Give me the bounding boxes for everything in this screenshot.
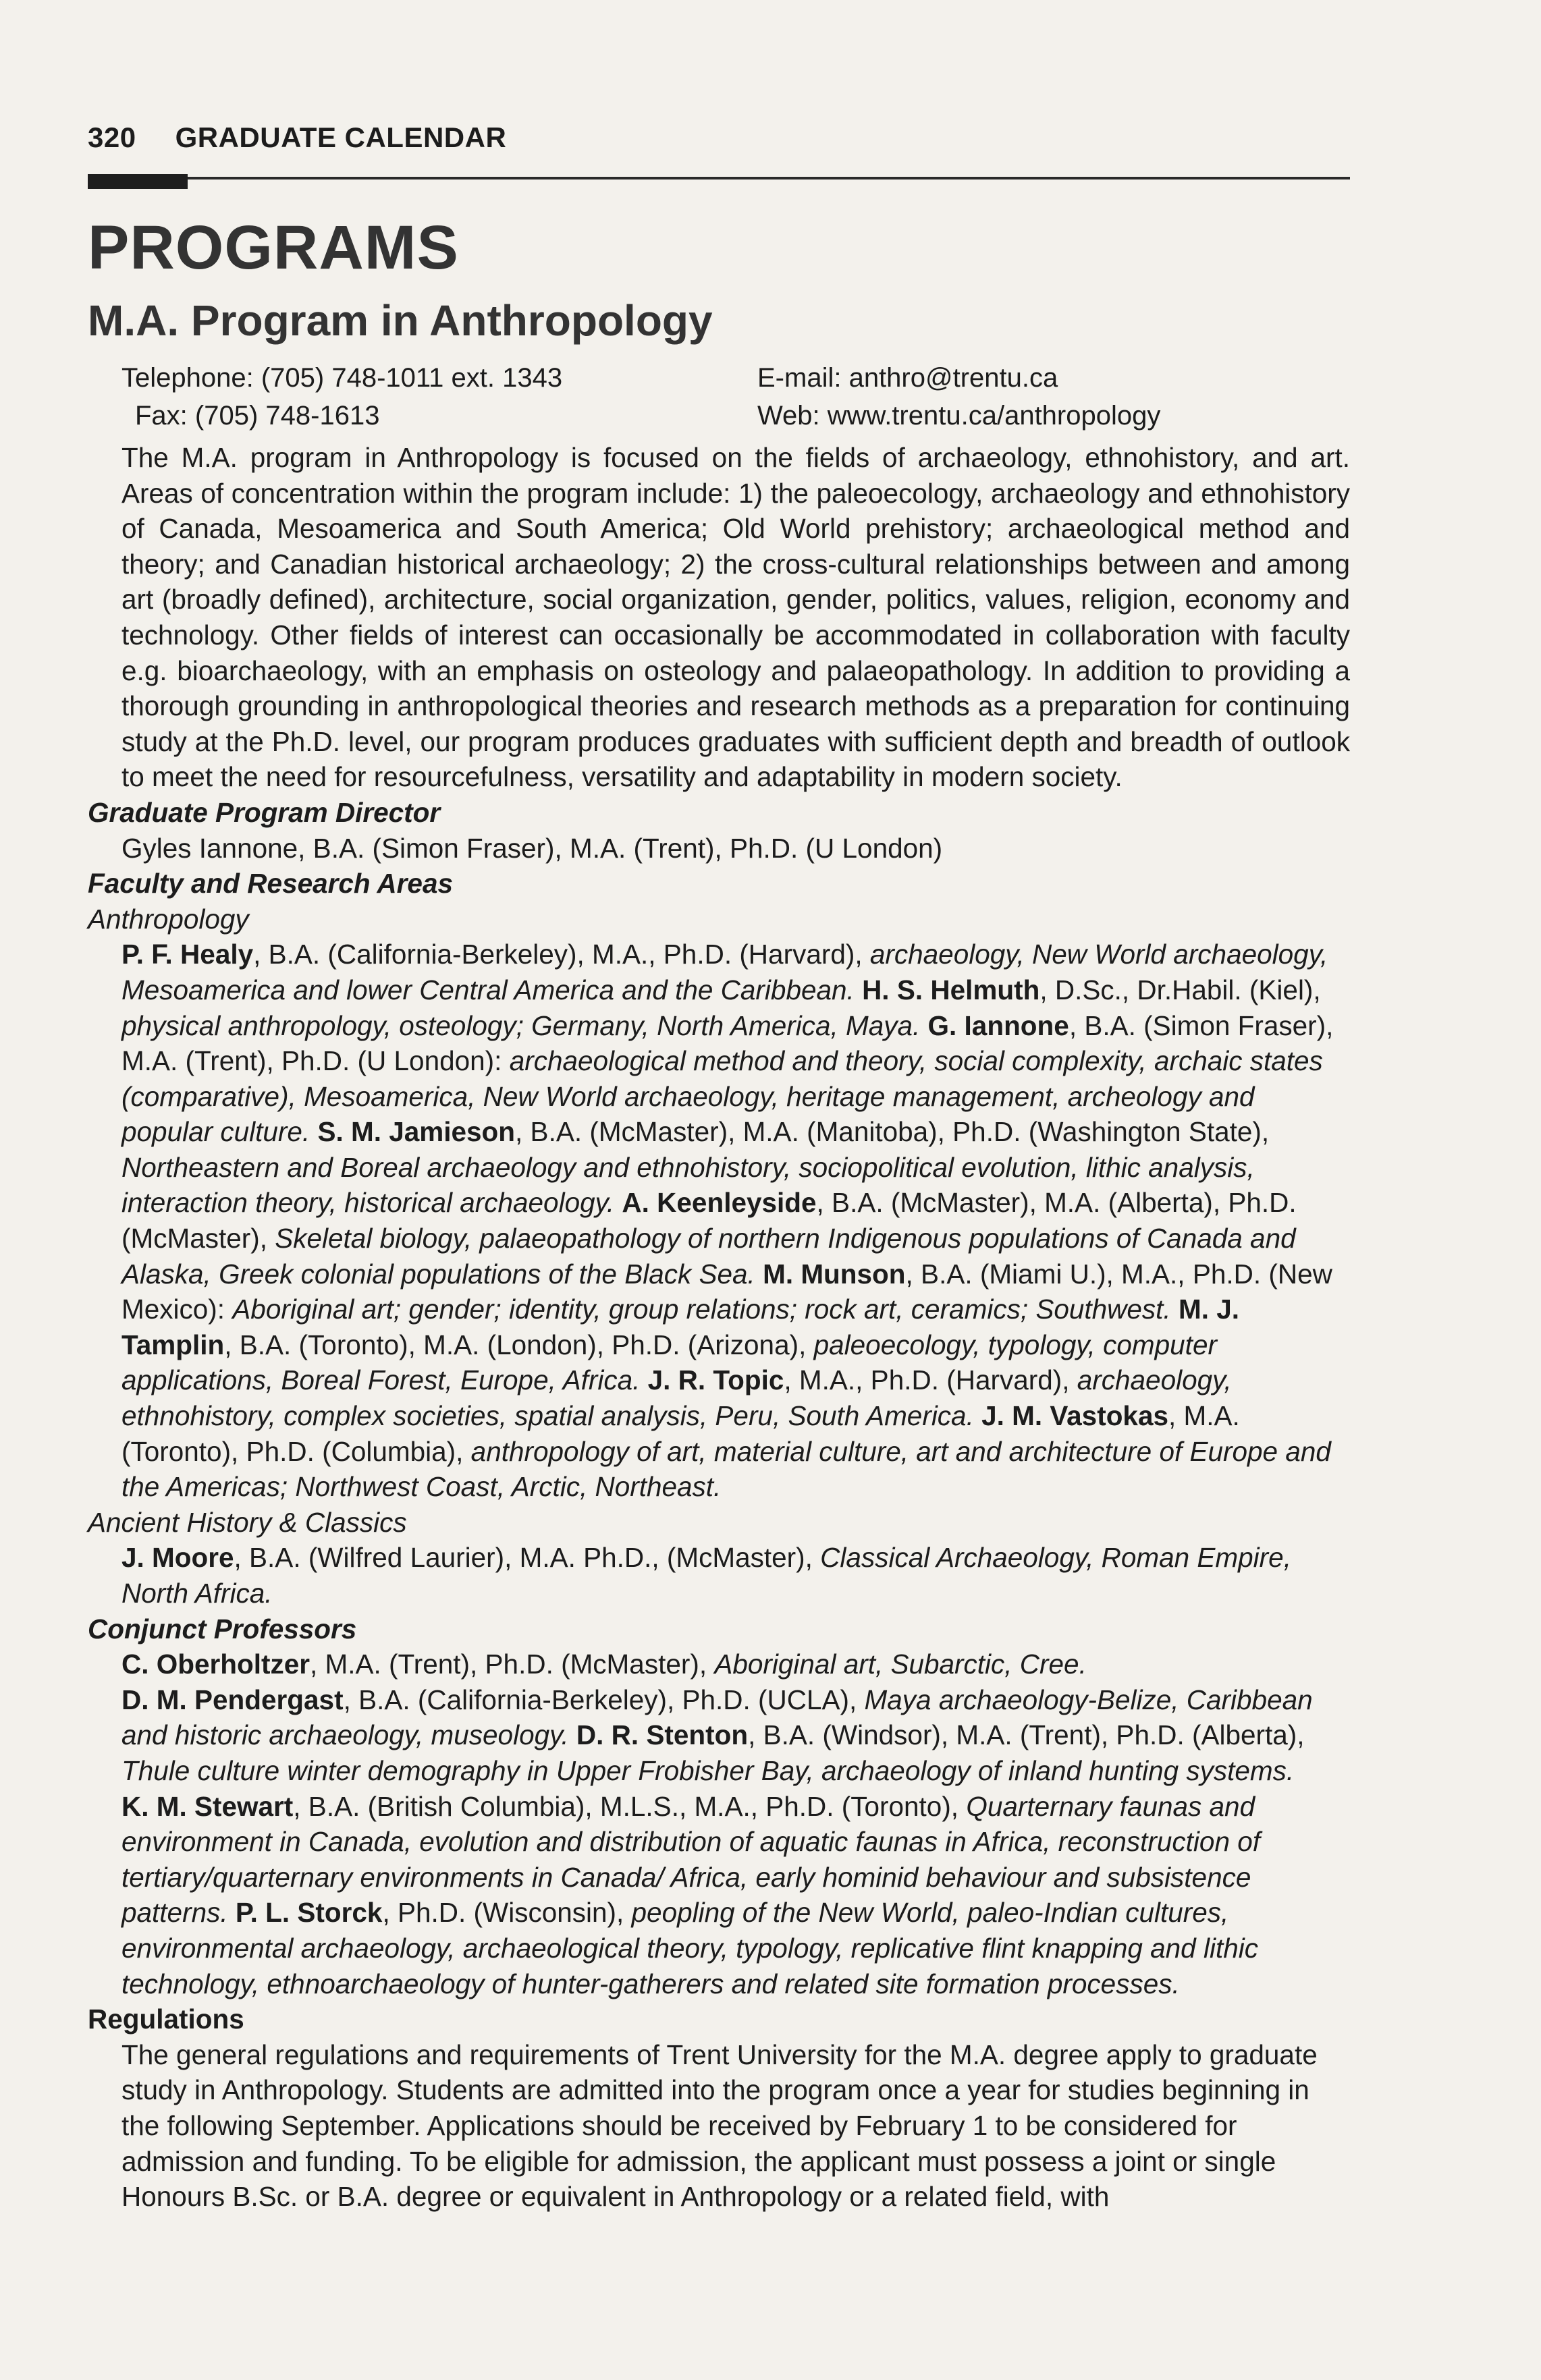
member-areas: paleoecology, typology, computer applications, Boreal Forest, Europe, Africa. — [121, 1329, 1217, 1396]
member-areas: Aboriginal art, Subarctic, Cree. — [714, 1649, 1087, 1680]
member-name: M. J. Tamplin — [121, 1294, 1239, 1360]
email: E-mail: anthro@trentu.ca — [757, 363, 1058, 393]
member-areas: Quarternary faunas and environment in Canada, evolution and distribution of aquatic faunas in Africa, reconstruction of tertiary/quarternary environments in Canada/ Africa, early hominid behaviour and subsistence patterns. — [121, 1790, 1260, 1929]
member-name: M. Munson — [763, 1258, 906, 1290]
member-name: D. R. Stenton — [576, 1719, 749, 1751]
regulations-text: The general regulations and requirements of Trent University for the M.A. degree apply to graduate study in Anthropology. Students are admitted into the program once a year for studies beginning in the following September. Applications should be received by February 1 to be considered for admission and funding. To be eligible for admission, the applicant must possess a joint or single Honours B.Sc. or B.A. degree or equivalent in Anthropology or a related field, with — [121, 2039, 1318, 2213]
contact-phone-block — [121, 359, 562, 435]
member-areas: peopling of the New World, paleo-Indian cultures, environmental archaeology, archaeological theory, typology, replicative flint knapping and lithic technology, ethnoarchaeology of hunter-gatherers and related site formation processes. — [121, 1897, 1258, 1999]
telephone: Telephone: (705) 748-1011 ext. 1343 — [121, 363, 563, 393]
faculty-heading: Faculty and Research Areas — [88, 868, 453, 900]
member-name: H. S. Helmuth — [862, 974, 1040, 1005]
member-areas: archaeological method and theory, social complexity, archaic states (comparative), Mesoamerica, New World archaeology, heritage management, archeology and popular culture. — [121, 1045, 1323, 1148]
member-name: J. R. Topic — [647, 1364, 784, 1396]
faculty-group-classics: Ancient History & Classics — [88, 1506, 407, 1538]
member-name: P. F. Healy — [121, 939, 254, 970]
member-name: C. Oberholtzer — [121, 1649, 310, 1680]
member-creds: , B.A. (Simon Fraser), M.A. (Trent), Ph.D. (U London): — [121, 1009, 1334, 1077]
faculty-list-classics — [88, 1540, 1350, 1611]
faculty-list-anthropology — [88, 937, 1350, 1505]
member-creds: , B.A. (McMaster), M.A. (Alberta), Ph.D. (McMaster), — [121, 1187, 1297, 1254]
member-name: K. M. Stewart — [121, 1790, 294, 1822]
member-areas: Thule culture winter demography in Upper Frobisher Bay, archaeology of inland hunting systems. — [121, 1754, 1295, 1786]
member-areas: archaeology, New World archaeology, Mesoamerica and lower Central America and the Caribbean. — [121, 939, 1328, 1005]
member-creds: , B.A. (Toronto), M.A. (London), Ph.D. (Arizona), — [224, 1329, 814, 1360]
member-areas: physical anthropology, osteology; Germany, North America, Maya. — [121, 1009, 921, 1041]
member-creds: , Ph.D. (Wisconsin), — [382, 1897, 632, 1929]
member-name: J. M. Vastokas — [981, 1400, 1169, 1432]
member-areas: Maya archaeology-Belize, Caribbean and historic archaeology, museology. — [121, 1684, 1313, 1751]
member-name: J. Moore — [121, 1542, 234, 1574]
member-name: D. M. Pendergast — [121, 1684, 344, 1715]
section-heading: PROGRAMS — [88, 213, 459, 282]
member-areas: archaeology, ethnohistory, complex societies, spatial analysis, Peru, South America. — [121, 1364, 1232, 1432]
member-name: A. Keenleyside — [622, 1187, 817, 1219]
member-creds: , M.A. (Toronto), Ph.D. (Columbia), — [121, 1400, 1240, 1467]
member-creds: , B.A. (Windsor), M.A. (Trent), Ph.D. (Alberta), — [748, 1719, 1305, 1751]
member-creds: , D.Sc., Dr.Habil. (Kiel), — [1039, 974, 1321, 1005]
member-creds: , M.A. (Trent), Ph.D. (McMaster), — [310, 1649, 715, 1680]
regulations-heading: Regulations — [88, 2003, 244, 2035]
member-creds: , B.A. (California-Berkeley), M.A., Ph.D. (Harvard), — [253, 939, 870, 970]
member-name: S. M. Jamieson — [317, 1116, 516, 1148]
member-areas: Skeletal biology, palaeopathology of northern Indigenous populations of Canada and Alaska, Greek colonial populations of the Black Sea. — [121, 1223, 1296, 1290]
running-title: GRADUATE CALENDAR — [175, 121, 507, 153]
director-heading: Graduate Program Director — [88, 796, 441, 828]
program-title: M.A. Program in Anthropology — [88, 296, 713, 345]
page-number: 320 — [88, 121, 136, 153]
member-creds: , B.A. (McMaster), M.A. (Manitoba), Ph.D. (Washington State), — [515, 1116, 1270, 1148]
member-areas: Aboriginal art; gender; identity, group relations; rock art, ceramics; Southwest. — [232, 1294, 1171, 1325]
member-name: P. L. Storck — [235, 1897, 383, 1929]
fax: Fax: (705) 748-1613 — [135, 401, 380, 431]
conjunct-heading: Conjunct Professors — [88, 1613, 357, 1644]
member-creds: , M.A., Ph.D. (Harvard), — [784, 1364, 1077, 1396]
contact-online-block — [757, 359, 1160, 435]
member-creds: , B.A. (Wilfred Laurier), M.A. Ph.D., (McMaster), — [234, 1542, 821, 1574]
member-areas: anthropology of art, material culture, art and architecture of Europe and the Americas; Northwest Coast, Arctic, Northeast. — [121, 1435, 1331, 1503]
header-rule-accent — [88, 174, 188, 189]
header-rule — [88, 177, 1350, 179]
member-name: G. Iannone — [927, 1009, 1069, 1041]
member-creds: , B.A. (California-Berkeley), Ph.D. (UCLA), — [343, 1684, 865, 1715]
director-text: Gyles Iannone, B.A. (Simon Fraser), M.A. (Trent), Ph.D. (U London) — [121, 832, 943, 864]
member-creds: , B.A. (British Columbia), M.L.S., M.A., Ph.D. (Toronto), — [293, 1790, 967, 1822]
member-areas: Classical Archaeology, Roman Empire, North Africa. — [121, 1542, 1291, 1609]
member-areas: Northeastern and Boreal archaeology and ethnohistory, sociopolitical evolution, lithic analysis, interaction theory, historical archaeology. — [121, 1151, 1255, 1219]
program-description — [88, 440, 1350, 2215]
web: Web: www.trentu.ca/anthropology — [757, 401, 1161, 431]
faculty-group-anthropology: Anthropology — [88, 903, 249, 935]
running-header — [88, 121, 1350, 154]
member-creds: , B.A. (Miami U.), M.A., Ph.D. (New Mexico): — [121, 1258, 1332, 1325]
intro-paragraph: The M.A. program in Anthropology is focused on the fields of archaeology, ethnohistory, and art. Areas of concentration within the program include: 1) the paleoecology, archaeology and ethnohistory of Canada, Mesoamerica and South America; Old World prehistory; archaeological method and theory; and Canadian historical archaeology; 2) the cross-cultural relationships between and among art (broadly defined), architecture, social organization, gender, politics, values, religion, economy and technology. Other fields of interest can occasionally be accommodated in collaboration with faculty e.g. bioarchaeology, with an emphasis on osteology and palaeopathology. In addition to providing a thorough grounding in anthropological theories and research methods as a preparation for continuing study at the Ph.D. level, our program produces graduates with sufficient depth and breadth of outlook to meet the need for resourcefulness, versatility and adaptability in modern society. — [121, 442, 1350, 793]
conjunct-list — [88, 1646, 1350, 2001]
